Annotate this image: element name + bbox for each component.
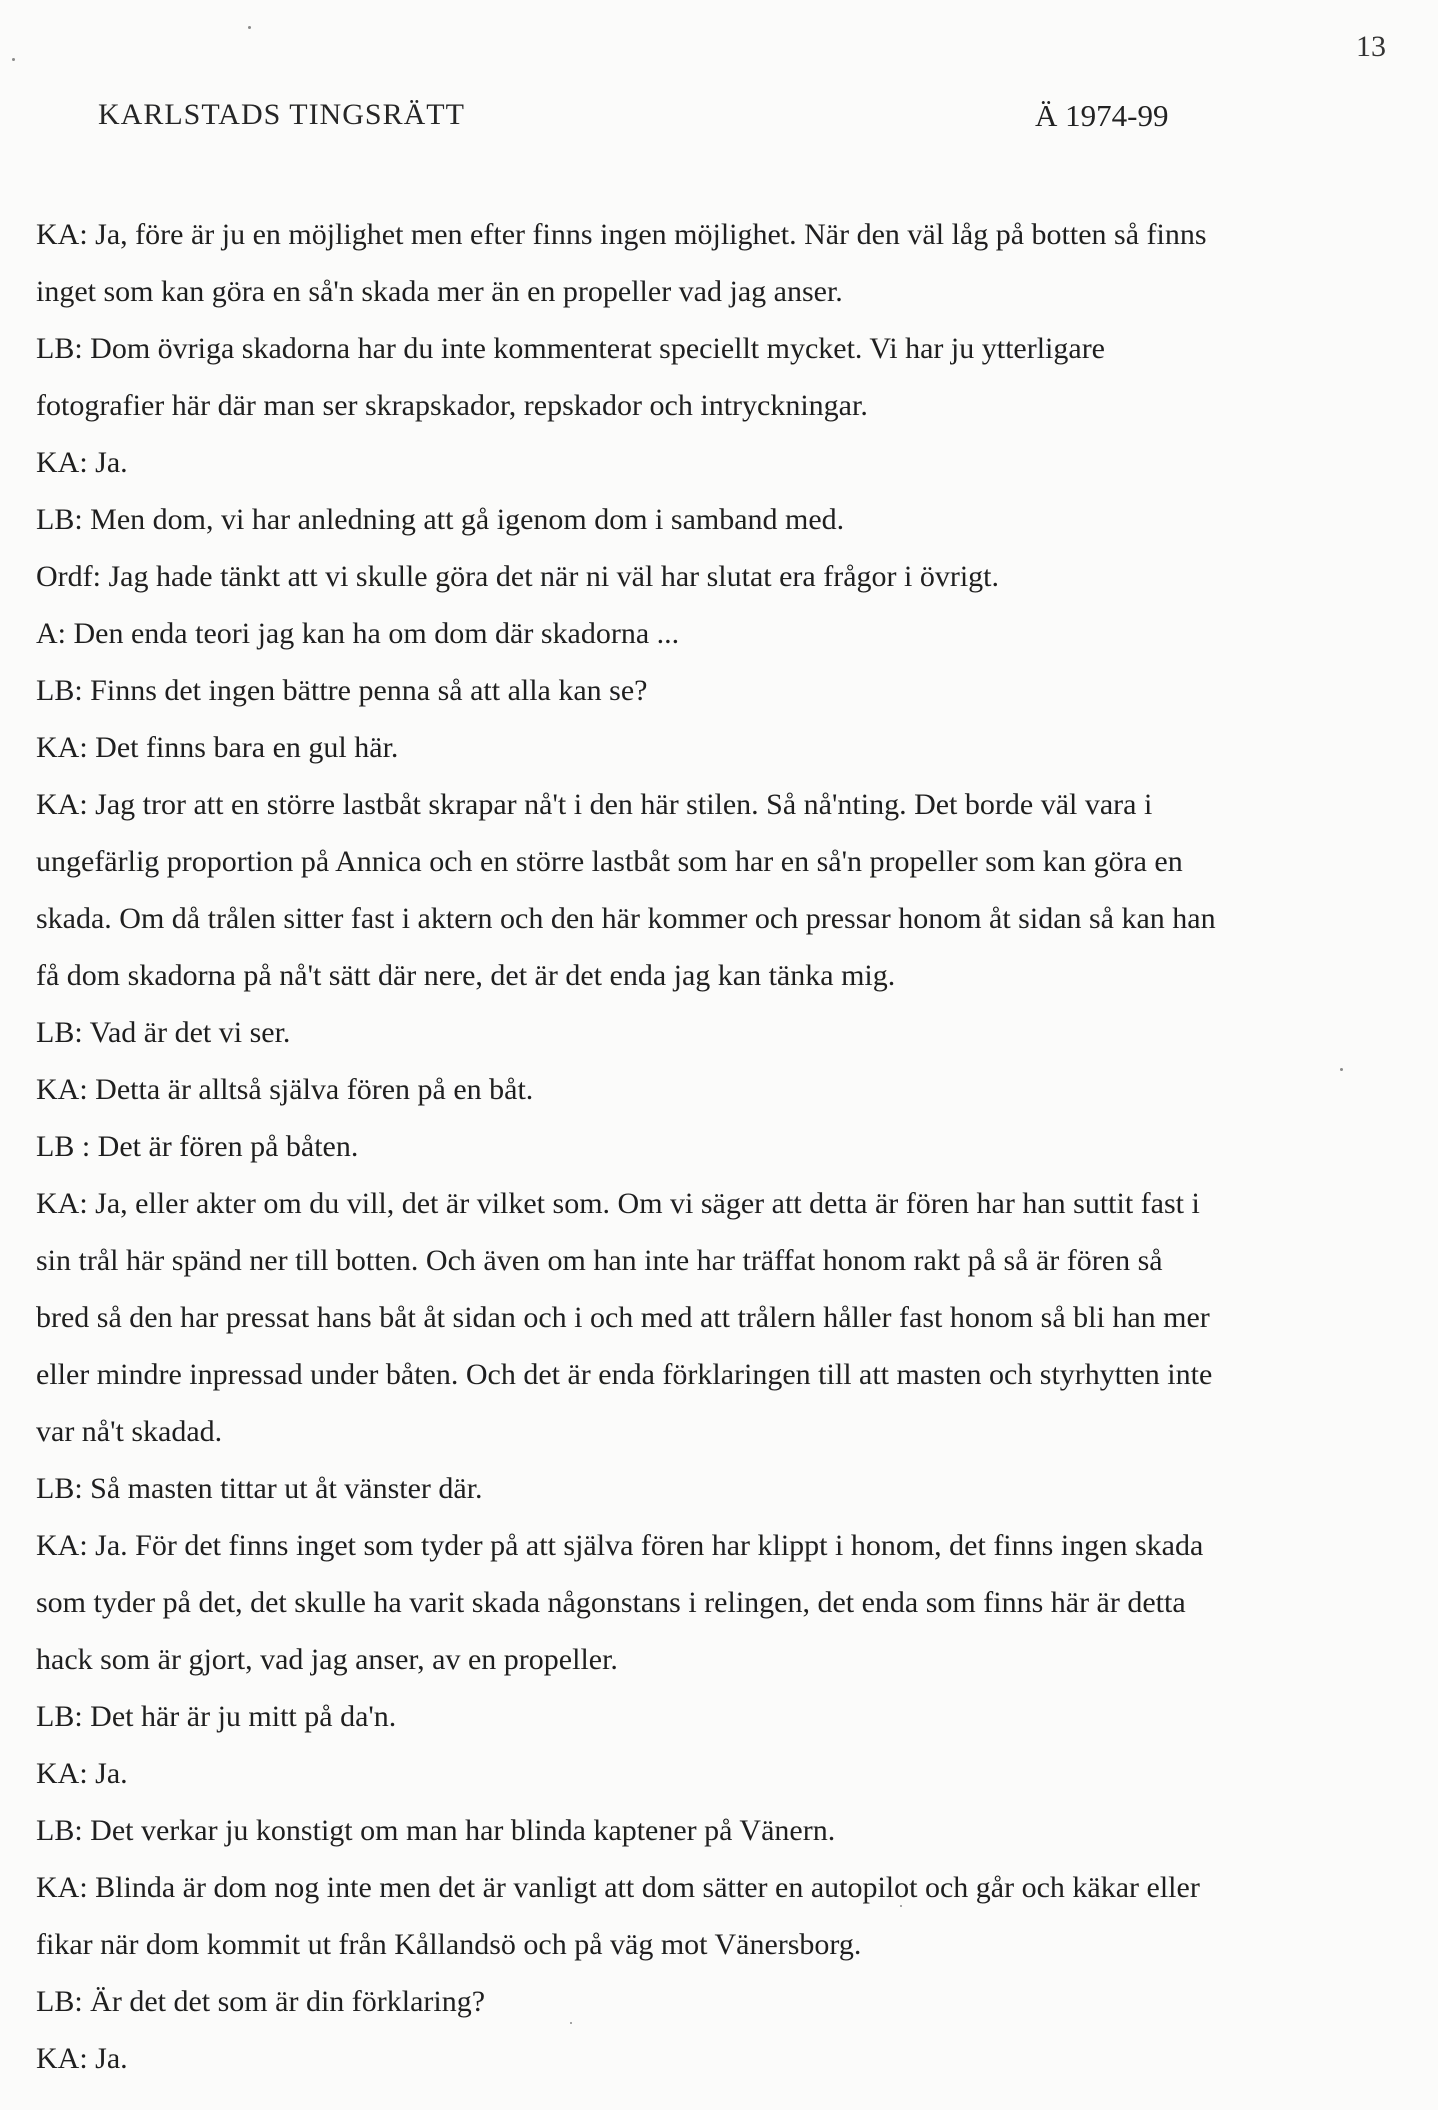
scan-speck	[570, 2022, 572, 2024]
transcript-line: ungefärlig proportion på Annica och en större lastbåt som har en så'n propeller som kan göra en	[36, 845, 1183, 878]
transcript-line: KA: Ja.	[36, 1757, 128, 1790]
transcript-line: skada. Om då trålen sitter fast i aktern och den här kommer och pressar honom åt sidan så kan han	[36, 902, 1216, 935]
transcript-line: KA: Ja, eller akter om du vill, det är vilket som. Om vi säger att detta är fören har han suttit fast i	[36, 1187, 1200, 1220]
transcript-line: A: Den enda teori jag kan ha om dom där skadorna ...	[36, 617, 680, 650]
transcript-line: få dom skadorna på nå't sätt där nere, det är det enda jag kan tänka mig.	[36, 959, 896, 992]
transcript-line: LB: Det här är ju mitt på da'n.	[36, 1700, 397, 1733]
transcript-line: KA: Det finns bara en gul här.	[36, 731, 399, 764]
scan-speck	[900, 1905, 902, 1907]
scan-speck	[1340, 1068, 1343, 1071]
transcript-line: Ordf: Jag hade tänkt att vi skulle göra det när ni väl har slutat era frågor i övrigt.	[36, 560, 1000, 593]
transcript-line: var nå't skadad.	[36, 1415, 223, 1448]
transcript-line: KA: Jag tror att en större lastbåt skrapar nå't i den här stilen. Så nå'nting. Det borde väl vara i	[36, 788, 1153, 821]
transcript-line: KA: Ja. För det finns inget som tyder på att själva fören har klippt i honom, det finns ingen skada	[36, 1529, 1204, 1562]
transcript-line: KA: Ja, före är ju en möjlighet men efter finns ingen möjlighet. När den väl låg på botten så finns	[36, 218, 1207, 251]
transcript-line: hack som är gjort, vad jag anser, av en propeller.	[36, 1643, 618, 1676]
transcript-line: LB: Finns det ingen bättre penna så att alla kan se?	[36, 674, 648, 707]
transcript-line: LB: Dom övriga skadorna har du inte kommenterat speciellt mycket. Vi har ju ytterligare	[36, 332, 1105, 365]
scan-speck	[248, 26, 251, 29]
transcript-line: LB : Det är fören på båten.	[36, 1130, 359, 1163]
transcript-line: bred så den har pressat hans båt åt sidan och i och med att trålern håller fast honom så bli han mer	[36, 1301, 1210, 1334]
transcript-line: som tyder på det, det skulle ha varit skada någonstans i relingen, det enda som finns här är detta	[36, 1586, 1186, 1619]
scan-speck	[12, 58, 15, 61]
transcript-line: sin trål här spänd ner till botten. Och även om han inte har träffat honom rakt på så är fören så	[36, 1244, 1163, 1277]
transcript-line: KA: Ja.	[36, 2042, 128, 2075]
transcript-line: KA: Detta är alltså själva fören på en båt.	[36, 1073, 534, 1106]
transcript-line: fotografier här där man ser skrapskador, repskador och intryckningar.	[36, 389, 868, 422]
case-number: Ä 1974-99	[1035, 98, 1169, 133]
court-name-header: KARLSTADS TINGSRÄTT	[98, 98, 465, 131]
transcript-line: KA: Blinda är dom nog inte men det är vanligt att dom sätter en autopilot och går och käkar eller	[36, 1871, 1200, 1904]
transcript-line: LB: Är det det som är din förklaring?	[36, 1985, 486, 2018]
transcript-line: KA: Ja.	[36, 446, 128, 479]
transcript-line: LB: Vad är det vi ser.	[36, 1016, 291, 1049]
transcript-line: LB: Så masten tittar ut åt vänster där.	[36, 1472, 483, 1505]
transcript-line: fikar när dom kommit ut från Kållandsö och på väg mot Vänersborg.	[36, 1928, 862, 1961]
transcript-body	[36, 206, 1394, 2087]
transcript-line: LB: Det verkar ju konstigt om man har blinda kaptener på Vänern.	[36, 1814, 836, 1847]
transcript-line: LB: Men dom, vi har anledning att gå igenom dom i samband med.	[36, 503, 845, 536]
page-number: 13	[1356, 30, 1386, 63]
transcript-line: inget som kan göra en så'n skada mer än en propeller vad jag anser.	[36, 275, 843, 308]
transcript-line: eller mindre inpressad under båten. Och det är enda förklaringen till att masten och styrhytten inte	[36, 1358, 1213, 1391]
